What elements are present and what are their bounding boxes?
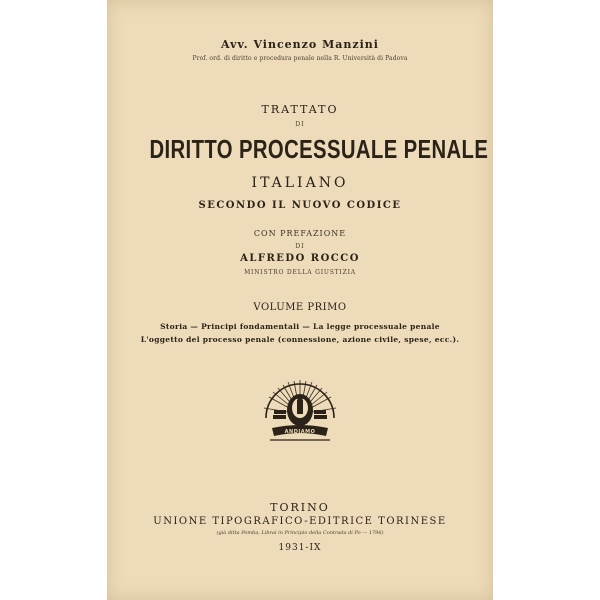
imprint-publisher: UNIONE TIPOGRAFICO-EDITRICE TORINESE	[153, 516, 447, 527]
main-title: DIRITTO PROCESSUALE PENALE	[149, 134, 489, 164]
author-name: Avv. Vincenzo Manzini	[221, 38, 379, 51]
title-italiano: ITALIANO	[251, 175, 349, 191]
imprint-year: 1931-IX	[278, 543, 322, 553]
preface-author-role: MINISTRO DELLA GIUSTIZIA	[244, 269, 356, 276]
subtitle-secondo: SECONDO IL NUOVO CODICE	[198, 200, 402, 211]
preface-author: ALFREDO ROCCO	[240, 253, 360, 264]
author-affiliation: Prof. ord. di diritto e procedura penale nella R. Università di Padova	[192, 55, 408, 62]
preface-connector-di: DI	[295, 243, 305, 250]
connector-di: DI	[295, 121, 305, 128]
title-page	[107, 0, 493, 600]
pre-title: TRATTATO	[261, 103, 339, 116]
imprint-city: TORINO	[270, 501, 330, 514]
publisher-emblem-icon	[260, 378, 340, 444]
volume-contents-line-1: Storia — Principi fondamentali — La legge processuale penale	[160, 322, 440, 331]
volume-contents-line-2: L'oggetto del processo penale (connessione, azione civile, spese, ecc.).	[140, 335, 460, 344]
imprint-publisher-note: (già ditta Pomba, Librai in Principio della Contrada di Po — 1796)	[216, 530, 384, 536]
emblem-motto: ANDIAMO	[284, 429, 316, 435]
preface-label: CON PREFAZIONE	[253, 229, 347, 238]
volume-label: VOLUME PRIMO	[253, 302, 347, 313]
